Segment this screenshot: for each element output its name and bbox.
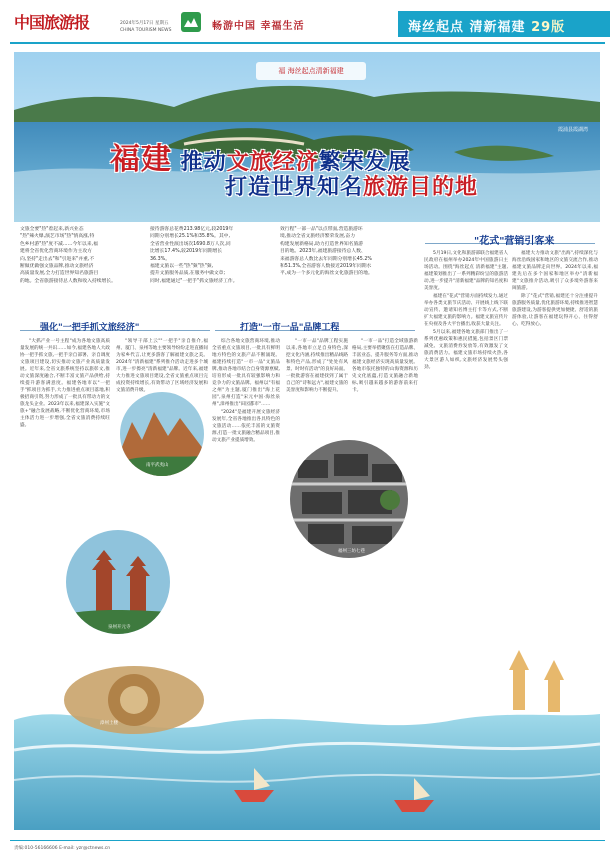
headline-destination: 旅游目的地	[363, 175, 479, 200]
issue-meta	[120, 20, 171, 34]
issue-date: 2024年5月17日 星期五	[120, 21, 169, 26]
lead-line: 色乡村游"热"度不减……今年以来,福	[20, 241, 98, 247]
headline-economy: 文旅经济	[226, 150, 319, 175]
masthead-slogan: 畅游中国 幸福生活	[212, 21, 305, 32]
photo-caption-hero: 霞浦县霞湖湾	[557, 127, 588, 133]
lead-line: 高质量发展,全力打造世界知名旅游目	[20, 271, 99, 277]
lead-line: 的地。全省旅游接待总人数和收入持续增长。	[20, 278, 116, 284]
photo-caption-old-town: 福州三坊七巷	[338, 549, 365, 554]
headline-push: 推动	[180, 150, 227, 175]
lead-line: 境,推动全省文旅经济繁荣发展,奋力	[280, 234, 356, 240]
lead-line: 36.3%。	[150, 256, 171, 262]
headline-build: 打造世界知名	[225, 175, 364, 200]
lead-column-2	[150, 226, 275, 285]
lead-line: 构建发展新格局,助力打造世界知名旅游	[280, 241, 364, 247]
article-paragraph: 福建在"花式"营销方面持续发力,通过举办各类文旅节庆活动、开展线上线下联动宣传、邀请知名博主打卡等方式,不断扩大福建文旅的影响力。福建文旅宣传片在央视及各大平台播出,收获大量关注。	[424, 294, 508, 327]
lead-line: 效行程"一部一品"以点带面,营造旅游环	[280, 227, 363, 232]
article-column-right-b	[512, 250, 598, 670]
headline-fujian: 福建	[110, 142, 172, 177]
article-paragraph: 综合各地文旅营商环境,推动全省重点文旅项目,一批具有鲜明地方特色的文旅产品不断涌现。福建持续打造"一市一品"文旅品牌,推动各地市结合自身资源禀赋,培育形成一批具有较强影响力和竞争力的文旅品牌。福州以"有福之州"为主题,厦门推出"海上花园",泉州打造"宋元中国·海丝泉州",漳州推出"田园都市"……	[212, 339, 280, 407]
lead-line: 目的地。2023年,福建旅游接待总人数、	[280, 249, 366, 255]
lead-line: 比增长17.4%,较2019年同期增长	[150, 249, 223, 255]
lead-line: 接待游客总花费213.98亿元,较2019年	[150, 227, 234, 232]
article-column-right-a	[424, 250, 508, 670]
article-paragraph: 5月19日,文化和旅游部联合福建省人民政府在福州举办2024年中国旅游日主场活动。围绕"海丝起点 清新福建"主题,福建策划推出了一系列精彩纷呈的旅游活动,进一步提升"清新福建"品牌的知名度和美誉度。	[424, 251, 508, 291]
decorative-coast-illustration	[14, 640, 600, 830]
article-paragraph: 5月以来,福建各地文旅部门推出了一系列优惠政策和惠民措施,包括景区门票减免、文旅消费券发放等,有效激发了文旅消费活力。福建文旅市场持续火热,各大景区游人如织,文旅经济发展势头强劲。	[424, 330, 508, 370]
lead-line: 同期分别增长25.1%和35.8%。其中,	[150, 234, 230, 240]
lead-line: 向,坚持"走出去"和"引进来"并重,不	[20, 256, 95, 262]
campaign-logo: 福 海丝起点清新福建	[256, 62, 366, 80]
article-paragraph: "大抓产业一号主程"成为各地文旅高质量发展的统一共识……如今,福建各地人大政协一把手抓文旅,一把手亲自部署、亲自调度文旅项目建设,切实推动文旅产业高质量发展。近年来,全省文旅系统坚持以旅彰文,推动文旅深度融合,不断丰富文旅产品供给,持续提升游客满意度。福建各地市以"一把手"抓项目为抓手,大力推进重点项目落地,积极招商引资,努力形成了一批具有带动力的文旅龙头企业。2023年以来,福建深入实施"文旅+"融合发展战略,不断优化营商环境,市场主体活力进一步增强,全省文旅消费持续旺盛。	[20, 339, 110, 428]
article-paragraph: "2024"是福建开展文旅经济发展年,全省各地推出各具特色的文旅活动……依托丰富的文旅资源,打造一批文旅融合精品项目,推动文旅产业提质增效。	[212, 410, 280, 443]
section-name: 海丝起点 清新福建	[408, 20, 526, 35]
lead-line: "热"辣火爆,演艺市场"热"情高涨,特	[20, 234, 95, 240]
lead-line: 同时,福建通过"一把手"抓文旅经济工作。	[150, 278, 238, 284]
lead-column-3	[280, 226, 410, 278]
photo-old-town	[290, 440, 408, 558]
page-footer: 责编:010-56166606 E-mail: yzr@ctnews.cn	[14, 846, 111, 851]
headline-line-2	[225, 170, 478, 201]
lead-line: 福建文旅以一些"热"频"热"频,	[150, 264, 214, 270]
paper-english-name: CHINA TOURISM NEWS	[120, 28, 172, 33]
footer-rule	[10, 840, 605, 841]
article-paragraph: "一市一品"品牌工程实施以来,各地市立足自身特色,深挖文化内涵,持续推出精品线路和特色产品,形成了"处处有风景、时时有活动"的良好局面。一批批游客在福建找到了属于自己的"诗和远方",福建文旅的美誉度和影响力不断提升。	[286, 339, 348, 393]
article-paragraph: 除了"花式"营销,福建还十分注重提升旅游服务质量,优化旅游环境,持续推进智慧旅游建设,为游客提供更加便捷、舒适的旅游体验,让游客在福建玩得开心、住得舒心、吃得放心。	[512, 294, 598, 327]
headline-prosperity: 繁荣发展	[318, 150, 411, 175]
lead-line: 来福游客总人数比去年同期分别增长45.2%	[280, 256, 372, 262]
section-title-brand: 打造"一市一品"品牌工程	[240, 323, 340, 333]
article-column-mid-a	[212, 338, 280, 608]
lead-line: 和51.3%,全省游客人数接近2019年同期水	[280, 264, 372, 270]
photo-temple	[66, 530, 170, 634]
lead-line: 全省营业性演出场次1690.8万人次,同	[150, 241, 231, 247]
newspaper-logo: 中国旅游报	[14, 13, 90, 32]
lead-line: 建将全省优化营商环境作为主攻方	[20, 249, 92, 255]
masthead	[0, 0, 615, 44]
article-paragraph: 福建大力推动文旅"出海",持续深化与海丝沿线国家和地区的文旅交流合作,推动福建文旅品牌走向世界。2024年以来,福建先后在多个国家和地区举办"清新福建"文旅推介活动,吸引了众多境外游客来闽旅游。	[512, 251, 598, 291]
lead-column-1	[20, 226, 145, 285]
emblem-icon	[180, 11, 202, 33]
article-paragraph: "领导干部上云""一把手"亲自推介,福州、厦门、泉州等地主要领导纷纷走进直播间为家乡代言,让更多游客了解福建文旅之美。2024年"清新福建"系列推介活动走进多个城市,进一步擦亮"清新福建"品牌。近年来,福建大力推进文旅项目建设,全省文旅重点项目完成投资持续增长,有效带动了区域经济发展和文旅消费升级。	[116, 339, 208, 393]
lead-line: 文旅全要"热"着起来,新兴业态	[20, 227, 84, 232]
section-title-marketing: "花式"营销引客来	[474, 236, 555, 247]
page-number: 29版	[531, 20, 566, 35]
lead-line: 断做优做强文旅品牌,推动文旅经济	[20, 264, 94, 270]
article-paragraph: "一市一品"打造全域旅游新格局,主要举措聚焦在打造品牌、丰富业态、提升服务等方面,推动福建文旅经济实现高质量发展。各地市依托独特的山海资源和历史文化底蕴,打造文旅融合新地标,吸引越来越多的游客前来打卡。	[352, 339, 418, 393]
section-title-leadership: 强化"一把手抓文旅经济"	[40, 323, 140, 333]
section-banner	[398, 11, 610, 37]
masthead-rule	[10, 42, 605, 44]
photo-caption-temple: 泉州开元寺	[108, 625, 131, 630]
photo-caption-tulou: 漳州土楼	[100, 721, 118, 726]
photo-caption-mountain: 南平武夷山	[146, 463, 169, 468]
lead-line: 平,成为一个多元化的海丝文化旅游目的地。	[280, 271, 373, 277]
lead-line: 提升文旅服务品质,在服务中做文章;	[150, 271, 226, 277]
